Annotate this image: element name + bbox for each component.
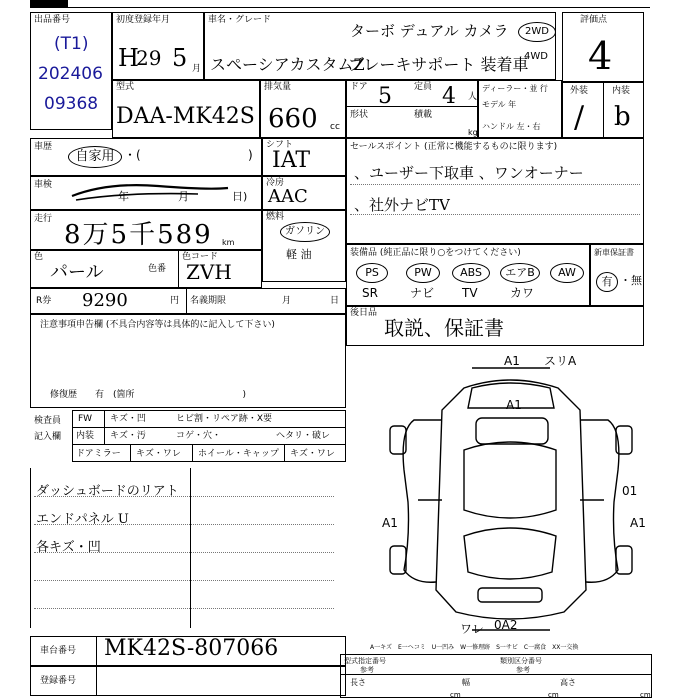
inspector-note-1: ダッシュボードのリアト [36, 484, 179, 499]
sales-points-box [346, 138, 644, 244]
color-label: 色 [34, 252, 44, 262]
color-code-prefix-label: 色コード [182, 252, 219, 262]
equip-pw: PW [406, 263, 440, 283]
checker-wheel: ホイール・キャップ [198, 449, 279, 459]
car-history-close: ) [248, 148, 253, 162]
diag-mark-rear-2: 0A2 [494, 618, 518, 632]
notes-label: 注意事項申告欄 (不具合内容等は具体的に記入して下さい) [40, 320, 275, 330]
diag-mark-front-2: スリA [544, 354, 577, 368]
checker-interior: 内装 [76, 431, 95, 441]
color-code-label: 色番 [148, 264, 167, 274]
car-history-suffix: ・( [124, 148, 141, 162]
score-label: 評価点 [580, 15, 608, 25]
new-warranty-label: 新車保証書 [594, 248, 634, 257]
diag-mark-left: A1 [382, 516, 398, 530]
diag-mark-right: 01 [622, 484, 638, 498]
spec-cm-2: cm [548, 691, 559, 699]
equipment-label: 装備品 (純正品に限り○をつけてください) [350, 248, 521, 258]
deadline-day: 日 [330, 296, 340, 306]
sales-points-line-2: 、社外ナビTV [354, 196, 450, 214]
inspection-day: 日) [232, 190, 248, 203]
inspection-scribble [68, 180, 238, 204]
deadline-label: 名義期限 [190, 296, 227, 306]
spec-cm-1: cm [450, 691, 461, 699]
shift-value: IAT [272, 148, 311, 173]
lot-label: 出品番号 [34, 15, 71, 25]
inspection-label: 車検 [34, 180, 53, 190]
equip-abs: ABS [452, 263, 490, 283]
lot-t-mark: (T1) [54, 34, 89, 54]
recycle-value: 9290 [82, 290, 128, 311]
spec-width: 幅 [462, 678, 470, 687]
first-reg-label: 初度登録年月 [116, 15, 171, 25]
spec-ref-1: 参考 [360, 666, 374, 674]
extras-label: 後日品 [350, 308, 378, 318]
fuel-label: 燃料 [266, 212, 285, 222]
type-label: 型式 [116, 82, 135, 92]
color-value: パール [50, 262, 104, 283]
sales-points-line-1: 、ユーザー下取車 、ワンオーナー [354, 164, 584, 182]
equip-sr: SR [362, 286, 378, 300]
mileage-value: 8万5千589 [64, 220, 213, 250]
deadline-month: 月 [282, 296, 292, 306]
type-value: DAA-MK42S [116, 104, 255, 129]
car-history-box [30, 138, 262, 176]
lot-number-2: 09368 [44, 94, 99, 114]
interior-label: 内装 [612, 86, 631, 96]
doors-label: ドア [350, 82, 368, 92]
equip-aw: AW [550, 263, 584, 283]
model-label: 車名・グレード [208, 15, 272, 25]
model-grade-1: ターボ デュアル カメラ [350, 22, 509, 40]
car-history-label: 車歴 [34, 142, 53, 152]
checker-int-3: ヘタリ・破レ [276, 431, 331, 441]
diag-mark-rear: ワレ [460, 622, 485, 636]
capacity-value: 4 [442, 84, 456, 109]
checker-fw: FW [78, 414, 93, 424]
equip-tv: TV [462, 286, 478, 300]
first-reg-era: H [118, 44, 139, 72]
shift-label: シフト [266, 140, 294, 150]
checker-wheel-1: キズ・ワレ [290, 449, 335, 459]
ac-label: 冷房 [266, 178, 285, 188]
equip-leather: カワ [510, 286, 535, 300]
color-code: ZVH [186, 260, 232, 284]
spec-length: 長さ [350, 678, 366, 687]
equip-airbag: エアB [500, 263, 540, 283]
inspector-note-3: 各キズ・凹 [36, 540, 101, 555]
model-grade-2: ブレーキサポート 装着車 [348, 55, 529, 74]
spec-label-1: 型式指定番号 [344, 657, 386, 665]
drive-4wd: 4WD [524, 51, 548, 62]
displacement-unit: cc [330, 122, 340, 132]
model-name: スペーシアカスタムZ [210, 55, 365, 74]
spec-cm-3: cm [640, 691, 651, 699]
checker-fw-2: ヒビ割・リペア跡・X要 [176, 414, 272, 424]
first-reg-year: 29 [136, 46, 162, 70]
fuel-gasoline-circled: ガソリン [280, 222, 330, 242]
load-unit: kg [468, 128, 478, 137]
exterior-label: 外装 [570, 86, 589, 96]
equip-navi: ナビ [410, 286, 435, 300]
spec-label-2: 類別区分番号 [500, 657, 542, 665]
car-damage-diagram [380, 350, 650, 640]
inspector-note-2: エンドパネル U [36, 512, 129, 527]
inspection-month: 月 [178, 190, 189, 203]
extras-value: 取説、保証書 [384, 316, 504, 340]
score-value: 4 [588, 34, 613, 78]
checker-int-1: キズ・汚 [110, 431, 146, 441]
chassis-value: MK42S-807066 [104, 636, 279, 661]
mileage-label: 走行 [34, 214, 53, 224]
form-label: 形状 [350, 110, 369, 120]
first-reg-month: 5 [172, 44, 188, 72]
checker-mirror-1: キズ・ワレ [136, 449, 181, 459]
diag-mark-hood: A1 [506, 398, 522, 412]
damage-legend: A一キズ E一ヘコミ U一凹み W一修理跡 S一サビ C一腐食 XX一交換 [370, 644, 579, 651]
ac-value: AAC [268, 186, 308, 207]
recycle-box [30, 288, 346, 314]
new-warranty-yes-circled: 有 [596, 272, 618, 292]
recycle-unit: 円 [170, 296, 180, 306]
repair-history: 修復歴 有 (箇所 ) [50, 390, 247, 400]
doors-value: 5 [378, 84, 392, 109]
checker-mirror: ドアミラー [76, 449, 121, 459]
hand-label: ハンドル 左・右 [482, 122, 541, 131]
capacity-unit: 人 [468, 92, 478, 102]
header-black-tab [30, 0, 68, 7]
lot-number-1: 202406 [38, 64, 103, 84]
recycle-label: R券 [36, 296, 52, 306]
reg-label: 登録番号 [40, 676, 77, 686]
spec-ref-2: 参考 [516, 666, 530, 674]
spec-height: 高さ [560, 678, 576, 687]
checker-label-2: 記入欄 [34, 432, 62, 442]
load-label: 積載 [414, 110, 433, 120]
checker-fw-1: キズ・凹 [110, 414, 146, 424]
fuel-diesel: 軽 油 [286, 248, 312, 261]
exterior-score: / [574, 100, 585, 135]
new-warranty-suffix: ・無 [620, 274, 642, 287]
inspection-year: 年 [118, 190, 129, 203]
interior-score: b [614, 102, 631, 132]
model-year-label: モデル 年 [482, 100, 517, 109]
capacity-label: 定員 [414, 82, 433, 92]
reg-box [30, 666, 346, 696]
diag-mark-front: A1 [504, 354, 520, 368]
spec-form-box [340, 654, 652, 698]
equip-ps: PS [356, 263, 388, 283]
dealer-label: ディーラー・並 行 [482, 84, 548, 93]
car-history-circled: 自家用 [68, 146, 122, 168]
mileage-unit: km [222, 238, 235, 247]
diag-mark-right-2: A1 [630, 516, 646, 530]
chassis-label: 車台番号 [40, 646, 77, 656]
displacement-label: 排気量 [264, 82, 292, 92]
checker-label-1: 検査員 [34, 416, 62, 426]
checker-int-2: コゲ・穴・ [176, 431, 222, 441]
drive-2wd-circled: 2WD [518, 22, 556, 42]
sales-points-label: セールスポイント (正常に機能するものに限ります) [350, 142, 558, 152]
displacement-value: 660 [268, 104, 318, 134]
first-reg-month-unit: 月 [192, 64, 202, 74]
